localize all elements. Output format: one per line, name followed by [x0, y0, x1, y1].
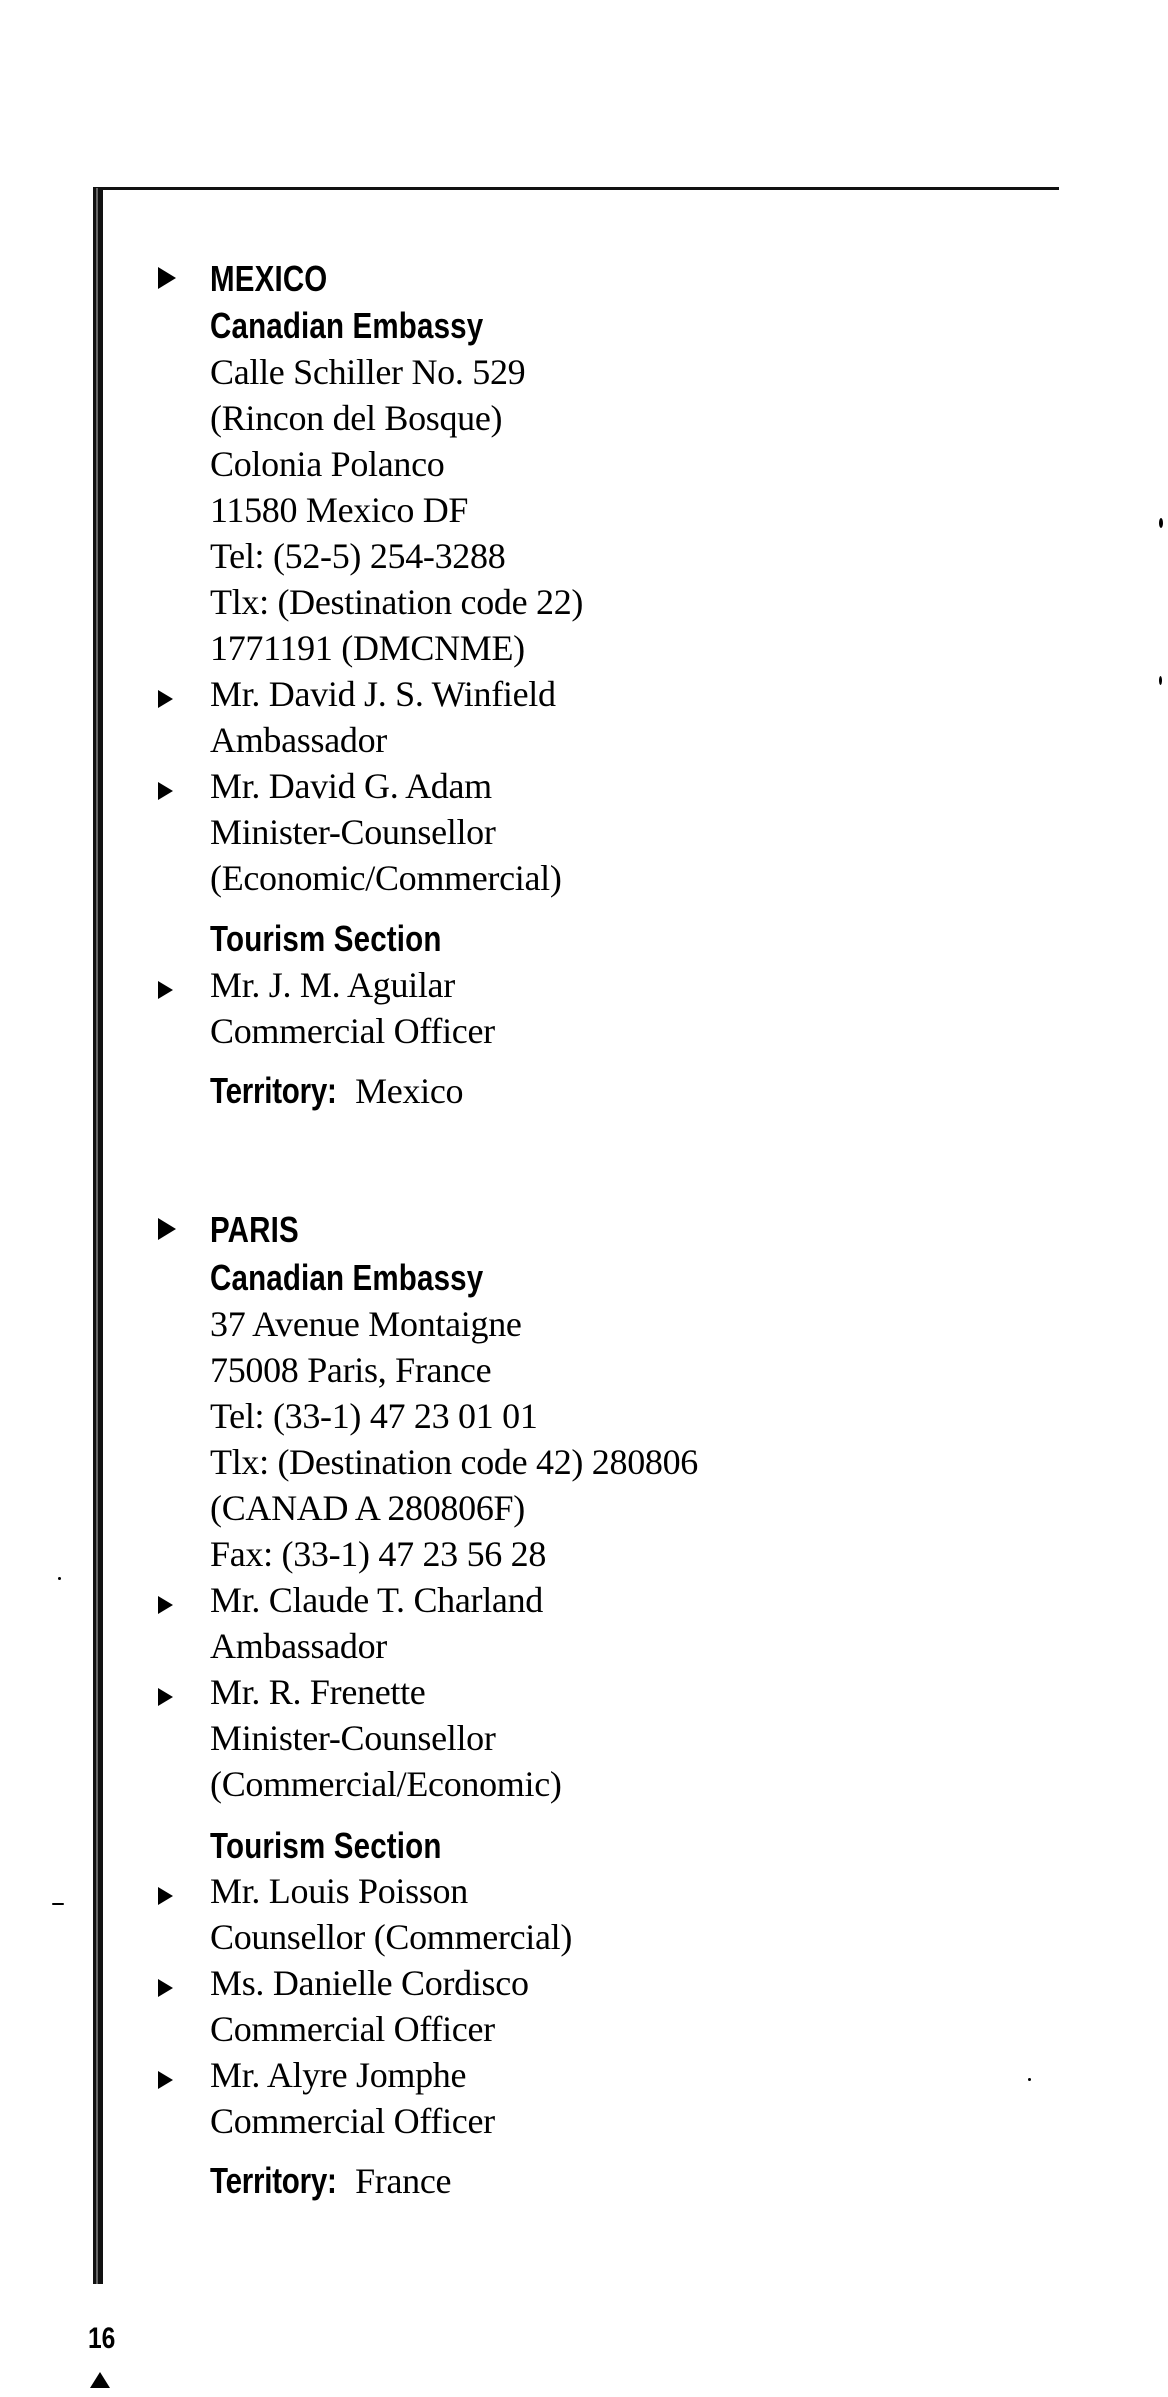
territory-label: Territory:: [210, 2160, 337, 2201]
contact-name: Mr. Claude T. Charland: [210, 1580, 544, 1620]
telephone: Tel: (33-1) 47 23 01 01: [210, 1396, 538, 1436]
bullet-arrow-icon: [158, 1979, 173, 1997]
contact-title: (Commercial/Economic): [210, 1764, 562, 1804]
contact-name: Mr. David J. S. Winfield: [210, 674, 556, 714]
bullet-arrow-icon: [158, 1688, 173, 1706]
contact-title: Commercial Officer: [210, 1011, 495, 1051]
section-heading: Tourism Section: [210, 1825, 442, 1866]
territory: [210, 2158, 451, 2204]
city-heading: PARIS: [210, 1209, 299, 1250]
contact-title: Commercial Officer: [210, 2101, 495, 2141]
contact-name: Mr. J. M. Aguilar: [210, 965, 455, 1005]
top-rule: [93, 187, 1059, 190]
telex: (CANAD A 280806F): [210, 1488, 525, 1528]
address-line: 11580 Mexico DF: [210, 490, 469, 530]
bullet-arrow-icon: [158, 1596, 173, 1614]
territory-label: Territory:: [210, 1070, 337, 1111]
contact-title: Ambassador: [210, 720, 387, 760]
scan-speck: [58, 1577, 61, 1580]
contact-title: Commercial Officer: [210, 2009, 495, 2049]
contact-name: Mr. David G. Adam: [210, 766, 492, 806]
address-line: 75008 Paris, France: [210, 1350, 492, 1390]
bullet-arrow-icon: [158, 1218, 176, 1240]
territory-value: Mexico: [355, 1071, 464, 1111]
territory: [210, 1068, 463, 1114]
scan-speck: [1028, 2078, 1031, 2081]
contact-title: Minister-Counsellor: [210, 1718, 496, 1758]
section-heading: Tourism Section: [210, 918, 442, 959]
contact-title: Minister-Counsellor: [210, 812, 496, 852]
contact-name: Mr. R. Frenette: [210, 1672, 426, 1712]
left-margin-rule: [93, 188, 103, 2284]
contact-name: Ms. Danielle Cordisco: [210, 1963, 529, 2003]
up-arrow-icon: [90, 2372, 110, 2388]
address-line: Calle Schiller No. 529: [210, 352, 526, 392]
office-heading: Canadian Embassy: [210, 305, 484, 346]
contact-title: Ambassador: [210, 1626, 387, 1666]
bullet-arrow-icon: [158, 782, 173, 800]
bullet-arrow-icon: [158, 267, 176, 289]
office-heading: Canadian Embassy: [210, 1257, 484, 1298]
scan-speck: [1159, 518, 1163, 528]
scan-speck: [1159, 676, 1162, 685]
contact-title: Counsellor (Commercial): [210, 1917, 573, 1957]
telex: Tlx: (Destination code 22): [210, 582, 584, 622]
contact-name: Mr. Alyre Jomphe: [210, 2055, 467, 2095]
contact-title: (Economic/Commercial): [210, 858, 562, 898]
bullet-arrow-icon: [158, 2071, 173, 2089]
address-line: 37 Avenue Montaigne: [210, 1304, 522, 1344]
address-line: Colonia Polanco: [210, 444, 445, 484]
bullet-arrow-icon: [158, 981, 173, 999]
contact-name: Mr. Louis Poisson: [210, 1871, 468, 1911]
city-heading: MEXICO: [210, 258, 328, 299]
telephone: Tel: (52-5) 254-3288: [210, 536, 506, 576]
telex: Tlx: (Destination code 42) 280806: [210, 1442, 699, 1482]
address-line: (Rincon del Bosque): [210, 398, 503, 438]
scan-speck: [52, 1903, 64, 1905]
bullet-arrow-icon: [158, 690, 173, 708]
bullet-arrow-icon: [158, 1887, 173, 1905]
territory-value: France: [355, 2161, 452, 2201]
page-number: 16: [88, 2322, 116, 2355]
telex: 1771191 (DMCNME): [210, 628, 525, 668]
fax: Fax: (33-1) 47 23 56 28: [210, 1534, 547, 1574]
